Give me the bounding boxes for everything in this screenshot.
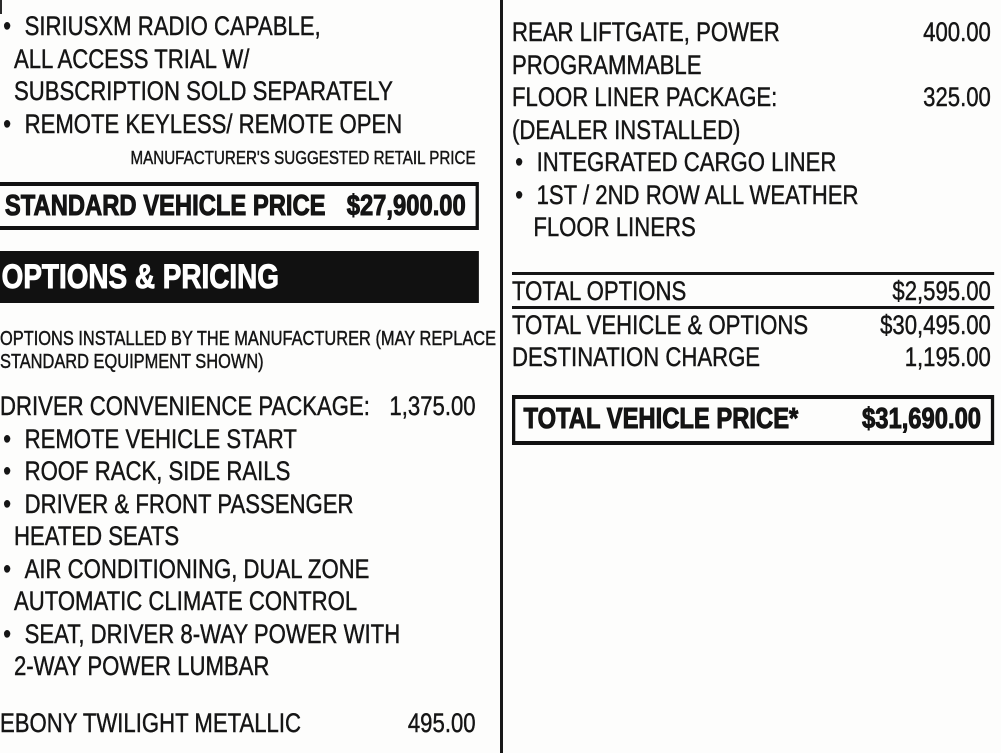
option-detail-text: ROOF RACK, SIDE RAILS [24, 456, 291, 486]
option-detail-line [512, 114, 994, 147]
bullet-icon: • [3, 488, 12, 519]
option-row [0, 390, 479, 423]
option-detail-text: 1ST / 2ND ROW ALL WEATHER [536, 179, 859, 210]
left-column [0, 0, 497, 739]
option-detail-text: PROGRAMMABLE [512, 49, 702, 80]
option-detail-line [512, 49, 994, 82]
option-row [0, 707, 479, 740]
total-vehicle-price-box [512, 395, 994, 445]
bullet-icon: • [3, 423, 12, 454]
option-detail-text: FLOOR LINERS [533, 212, 696, 242]
option-detail-text: SEAT, DRIVER 8-WAY POWER WITH [24, 618, 401, 649]
right-column [512, 0, 994, 445]
options-pricing-header-text: OPTIONS & PRICING [1, 257, 279, 296]
option-detail-text: INTEGRATED CARGO LINER [536, 147, 837, 177]
option-detail-line [512, 179, 994, 212]
bullet-icon: • [515, 147, 524, 177]
option-price: 400.00 [923, 17, 991, 47]
option-detail-text: REMOTE VEHICLE START [24, 423, 297, 454]
manufacturer-note [0, 328, 497, 374]
totals-label: DESTINATION CHARGE [512, 342, 761, 372]
bullet-icon: • [3, 11, 12, 41]
feature-line [0, 108, 479, 141]
total-price-label: TOTAL VEHICLE PRICE* [523, 403, 799, 435]
bullet-icon: • [515, 179, 524, 210]
feature-text: SIRIUSXM RADIO CAPABLE, [24, 11, 321, 41]
feature-line [0, 10, 479, 43]
total-price-value: $31,690.00 [862, 403, 982, 435]
totals-label: TOTAL VEHICLE & OPTIONS [512, 309, 809, 340]
options-pricing-header [0, 251, 479, 303]
standard-price-label: STANDARD VEHICLE PRICE [4, 189, 326, 222]
totals-value: $2,595.00 [892, 275, 991, 306]
option-detail-line [0, 585, 479, 618]
totals-row [512, 309, 994, 342]
bullet-icon: • [3, 553, 12, 584]
totals-label: TOTAL OPTIONS [512, 275, 687, 306]
option-price: 495.00 [407, 707, 476, 738]
option-detail-line [512, 146, 994, 179]
feature-text: ALL ACCESS TRIAL W/ [13, 43, 250, 74]
option-detail-line [512, 211, 994, 244]
option-price: 325.00 [923, 82, 991, 112]
option-detail-line [0, 488, 479, 521]
option-detail-line [0, 618, 479, 651]
bullet-icon: • [3, 456, 12, 486]
totals-table [512, 272, 994, 374]
manufacturer-note-line: STANDARD EQUIPMENT SHOWN) [0, 351, 264, 373]
option-name: REAR LIFTGATE, POWER [512, 17, 780, 47]
column-divider-line [500, 0, 503, 753]
manufacturer-note-line: OPTIONS INSTALLED BY THE MANUFACTURER (MAY REPLACE [0, 328, 497, 350]
totals-value: 1,195.00 [904, 342, 991, 372]
option-detail-line [0, 455, 479, 488]
standard-vehicle-price-box [0, 182, 479, 230]
option-detail-text: 2-WAY POWER LUMBAR [13, 651, 270, 681]
msrp-caption: MANUFACTURER'S SUGGESTED RETAIL PRICE [130, 147, 476, 168]
option-name: FLOOR LINER PACKAGE: [512, 82, 778, 112]
option-row [512, 81, 994, 114]
option-detail-text: HEATED SEATS [13, 521, 180, 551]
bullet-icon: • [3, 618, 12, 649]
totals-value: $30,495.00 [880, 309, 991, 340]
option-detail-line [0, 423, 479, 456]
option-detail-line [0, 650, 479, 683]
feature-line [0, 43, 479, 76]
standard-price-value: $27,900.00 [346, 189, 466, 222]
totals-row [512, 275, 994, 309]
option-price: 1,375.00 [389, 391, 476, 421]
feature-text: REMOTE KEYLESS/ REMOTE OPEN [24, 108, 403, 139]
feature-text: SUBSCRIPTION SOLD SEPARATELY [13, 76, 393, 106]
option-row [512, 16, 994, 49]
totals-row [512, 341, 994, 374]
option-detail-text: (DEALER INSTALLED) [512, 114, 741, 145]
option-detail-text: AUTOMATIC CLIMATE CONTROL [13, 586, 358, 616]
option-name: EBONY TWILIGHT METALLIC [0, 707, 302, 738]
option-detail-text: AIR CONDITIONING, DUAL ZONE [24, 553, 370, 584]
option-detail-line [0, 520, 479, 553]
bullet-icon: • [3, 108, 12, 139]
option-name: DRIVER CONVENIENCE PACKAGE: [0, 391, 370, 421]
feature-line [0, 75, 479, 108]
option-detail-text: DRIVER & FRONT PASSENGER [24, 488, 354, 519]
option-detail-line [0, 553, 479, 586]
